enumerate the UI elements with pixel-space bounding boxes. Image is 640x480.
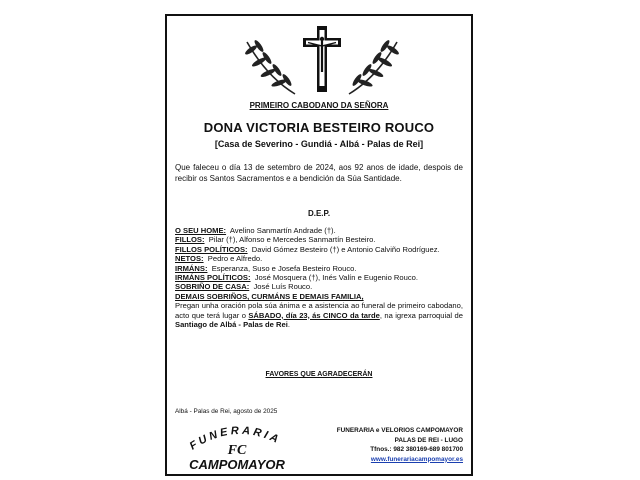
logo-monogram: FC [227, 443, 247, 458]
family-label: IRMÁNS: [175, 263, 208, 273]
family-text: José Luís Rouco. [253, 282, 313, 292]
family-row-children [175, 235, 463, 244]
family-text: Avelino Sanmartín Andrade (†). [229, 226, 336, 235]
logo-arc-text: FUNERARIA [187, 424, 283, 453]
obituary-card [165, 14, 473, 476]
family-row-siblings [175, 264, 463, 273]
palm-branch-right-icon [349, 39, 400, 94]
funeral-notice-text: , na igrexa parroquial de [379, 310, 463, 320]
funeral-date: SÁBADO, día 23, ás CINCO da tarde [248, 310, 380, 320]
palm-branch-left-icon [244, 39, 295, 94]
funeral-notice [175, 301, 463, 329]
deceased-name: DONA VICTORIA BESTEIRO ROUCO [203, 120, 435, 135]
family-text: Pilar (†), Alfonso e Mercedes Sanmartín Besteiro. [208, 235, 376, 245]
anniversary-subtitle: PRIMEIRO CABODANO DA SEÑORA [249, 101, 389, 110]
funeral-home-website-link[interactable]: www.funerariacampomayor.es [370, 455, 463, 463]
family-list [175, 226, 463, 329]
thanks-line: FAVORES QUE AGRADECERÁN [265, 371, 373, 378]
family-row-nephew [175, 282, 463, 291]
family-label: FILLOS: [175, 235, 205, 245]
header-ornament [237, 22, 407, 98]
funeral-notice-text: Pregan unha oración pola súa ánima e a asistencia ao funeral de primeiro cabodano, acto que terá lugar o [175, 301, 463, 320]
funeral-home-info [313, 426, 463, 464]
other-relatives: DEMAIS SOBRIÑOS, CURMÁNS E DEMAIS FAMILIA, [175, 291, 364, 301]
family-label: SOBRIÑO DE CASA: [175, 282, 250, 292]
family-text: Pedro e Alfredo. [207, 254, 263, 264]
dep-label: D.E.P. [307, 209, 331, 218]
family-label: O SEU HOME: [175, 226, 227, 235]
funeral-notice-text: . [287, 320, 290, 330]
logo-brand: CAMPOMAYOR [189, 457, 285, 472]
funeral-home-phones: Tfnos.: 982 380169-689 801700 [370, 446, 463, 454]
crucifix-icon [303, 26, 341, 92]
funeral-place: Santiago de Albá - Palas de Rei [175, 320, 288, 330]
family-row-spouse [175, 226, 463, 235]
family-text: José Mosquera (†), Inés Valín e Eugenio Rouco. [254, 273, 418, 283]
family-row-children-in-law [175, 245, 463, 254]
family-label: NETOS: [175, 254, 204, 264]
family-label: FILLOS POLÍTICOS: [175, 244, 248, 254]
family-row-siblings-in-law [175, 273, 463, 282]
house-origin: [Casa de Severino - Gundiá - Albá - Palas de Rei] [214, 139, 424, 149]
family-text: David Gómez Besteiro (†) e Antonio Calviño Rodríguez. [251, 244, 440, 254]
funeraria-logo [177, 420, 297, 472]
intro-paragraph: Que faleceu o día 13 de setembro de 2024, aos 92 anos de idade, despois de recibir os Santos Sacramentos e a bendición da Súa Santidade. [175, 163, 463, 183]
funeral-home-name: FUNERARIA e VELORIOS CAMPOMAYOR [336, 427, 463, 434]
family-label: IRMÁNS POLÍTICOS: [175, 273, 251, 283]
place-date: Albá - Palas de Rei, agosto de 2025 [175, 408, 278, 415]
family-text: Esperanza, Suso e Josefa Besteiro Rouco. [211, 263, 357, 273]
funeral-home-location: PALAS DE REI - LUGO [394, 436, 463, 444]
family-row-grandchildren [175, 254, 463, 263]
